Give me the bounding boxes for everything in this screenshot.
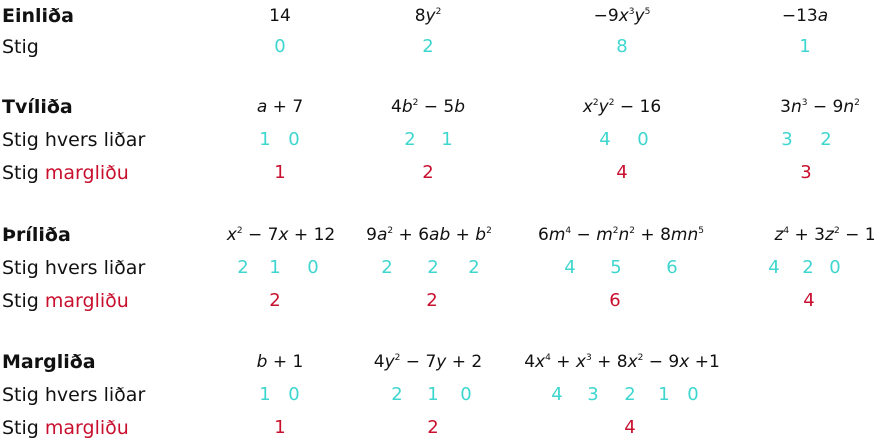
marglida-term-degree: 0 [288,384,300,405]
tvilida-term-degree: 3 [781,129,793,150]
trilida-term-degree: 0 [307,257,319,278]
einlida-expression-4: −13a [781,6,829,26]
trilida-term-degree: 6 [666,257,678,278]
trilida-term-degree: 1 [269,257,281,278]
trilida-term-degree: 2 [802,257,814,278]
trilida-term-degree: 2 [468,257,480,278]
marglida-term-degree: 0 [460,384,472,405]
trilida-poly-degree-1: 2 [269,290,281,311]
trilida-term-degree: 2 [381,257,393,278]
tvilida-expression-4: $3n^3 - 9n^2$ [780,97,860,117]
trilida-poly-degree-3: 6 [609,290,621,311]
trilida-poly-degree-2: 2 [426,290,438,311]
tvilida-expression-3: $x^2y^2 - 16$ [582,97,662,117]
marglida-term-degree: 0 [687,384,699,405]
tvilida-poly-degree-label: Stig margliðu [2,162,129,184]
marglida-poly-degree-2: 2 [427,417,439,438]
trilida-expression-3: $6m^4 - m^2n^2 + 8mn^5$ [538,225,704,245]
einlida-degree-label: Stig [2,36,39,58]
einlida-expression-1: 14 [269,6,291,26]
trilida-term-degree: 2 [427,257,439,278]
einlida-degree-3: 8 [616,36,628,57]
tvilida-term-degree: 2 [404,129,416,150]
tvilida-term-degree-label: Stig hvers liðar [2,129,146,151]
marglida-expression-3: $4x^4 + x^3 + 8x^2 - 9x +1$ [524,352,720,372]
marglida-header: Margliða [2,351,96,373]
trilida-expression-1: $x^2 - 7x + 12$ [226,225,336,245]
trilida-term-degree: 4 [564,257,576,278]
trilida-term-degree: 4 [768,257,780,278]
tvilida-term-degree: 0 [288,129,300,150]
marglida-term-degree: 1 [658,384,670,405]
marglida-term-degree: 2 [391,384,403,405]
marglida-term-degree: 4 [551,384,563,405]
trilida-term-degree: 5 [610,257,622,278]
tvilida-term-degree: 1 [259,129,271,150]
tvilida-expression-1: a + 7 [256,97,304,117]
marglida-term-degree: 1 [427,384,439,405]
marglida-term-degree: 1 [259,384,271,405]
marglida-poly-degree-label: Stig margliðu [2,417,129,439]
marglida-expression-2: $4y^2 - 7y + 2$ [373,352,483,372]
tvilida-term-degree: 4 [599,129,611,150]
tvilida-term-degree: 2 [820,129,832,150]
trilida-expression-2: $9a^2 + 6ab + b^2$ [366,225,492,245]
trilida-poly-degree-label: Stig margliðu [2,290,129,312]
trilida-expression-4: $z^4 + 3z^2 - 1$ [774,225,876,245]
einlida-header: Einliða [2,5,74,27]
tvilida-term-degree: 0 [637,129,649,150]
trilida-term-degree: 0 [829,257,841,278]
marglida-expression-1: b + 1 [256,352,304,372]
einlida-degree-4: 1 [799,36,811,57]
tvilida-poly-degree-2: 2 [422,162,434,183]
marglida-term-degree-label: Stig hvers liðar [2,384,146,406]
trilida-header: Þríliða [2,224,71,246]
tvilida-poly-degree-4: 3 [800,162,812,183]
einlida-degree-1: 0 [274,36,286,57]
einlida-degree-2: 2 [422,36,434,57]
marglida-term-degree: 2 [624,384,636,405]
trilida-term-degree-label: Stig hvers liðar [2,257,146,279]
tvilida-term-degree: 1 [441,129,453,150]
trilida-poly-degree-4: 4 [803,290,815,311]
marglida-poly-degree-3: 4 [624,417,636,438]
einlida-expression-3: $-9x^3y^5$ [593,6,651,26]
marglida-term-degree: 3 [587,384,599,405]
einlida-expression-2: $8y^2$ [414,6,442,26]
marglida-poly-degree-1: 1 [274,417,286,438]
tvilida-poly-degree-3: 4 [616,162,628,183]
tvilida-poly-degree-1: 1 [274,162,286,183]
trilida-term-degree: 2 [237,257,249,278]
tvilida-expression-2: $4b^2 - 5b$ [390,97,466,117]
tvilida-header: Tvíliða [2,96,73,118]
